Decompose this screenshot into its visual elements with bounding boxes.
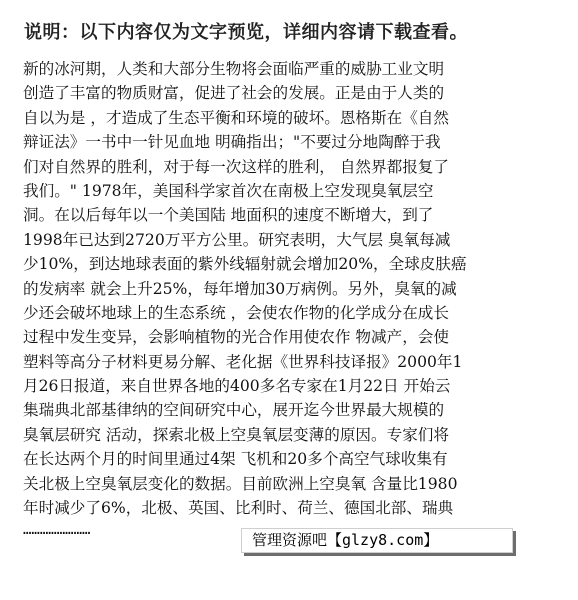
ellipsis-truncation: …………………… <box>23 522 91 539</box>
body-line: 过程中发生变异，会影响植物的光合作用使农作 物减产，会使 <box>23 328 449 347</box>
preview-notice: 说明：以下内容仅为文字预览，详细内容请下载查看。 <box>24 22 468 43</box>
body-line: 集瑞典北部基律纳的空间研究中心，展开迄今世界最大规模的 <box>23 401 445 420</box>
body-line: 少10%，到达地球表面的紫外线辐射就会增加20%，全球皮肤癌 <box>23 255 467 274</box>
body-line: 月26日报道，来自世界各地的400多名专家在1月22日 开始云 <box>23 377 451 396</box>
body-line: 1998年已达到2720万平方公里。研究表明，大气层 臭氧每减 <box>23 230 451 249</box>
body-line: 塑料等高分子材料更易分解、老化据《世界科技译报》2000年1 <box>23 352 463 371</box>
body-line: 辩证法》一书中一针见血地 明确指出；"不要过分地陶醉于我 <box>23 133 441 152</box>
body-line: 少还会破坏地球上的生态系统 ，会使农作物的化学成分在成长 <box>23 303 449 322</box>
body-line: 我们。" 1978年，美国科学家首次在南极上空发现臭氧层空 <box>23 181 434 200</box>
body-line: 关北极上空臭氧层变化的数据。目前欧洲上空臭氧 含量比1980 <box>23 474 458 493</box>
body-line: 臭氧层研究 活动，探索北极上空臭氧层变薄的原因。专家们将 <box>23 425 449 444</box>
body-line: 年时减少了6%，北极、英国、比利时、荷兰、德国北部、瑞典 <box>23 499 454 518</box>
body-line: 自以为是 ，才造成了生态平衡和环境的破坏。恩格斯在《自然 <box>23 108 449 127</box>
body-line: 创造了丰富的物质财富，促进了社会的发展。正是由于人类的 <box>23 84 445 103</box>
body-line: 在长达两个月的时间里通过4架 飞机和20多个高空气球收集有 <box>23 450 448 469</box>
document-body <box>23 57 563 540</box>
body-line: 的发病率 就会上升25%，每年增加30万病例。另外，臭氧的减 <box>23 279 457 298</box>
body-line: 新的冰河期，人类和大部分生物将会面临严重的威胁工业文明 <box>23 60 445 78</box>
body-line: 洞。在以后每年以一个美国陆 地面积的速度不断增大，到了 <box>23 206 434 225</box>
site-watermark: 管理资源吧【glzy8.com】 <box>241 528 513 553</box>
body-line: 们对自然界的胜利，对于每一次这样的胜利， 自然界都报复了 <box>23 157 449 176</box>
